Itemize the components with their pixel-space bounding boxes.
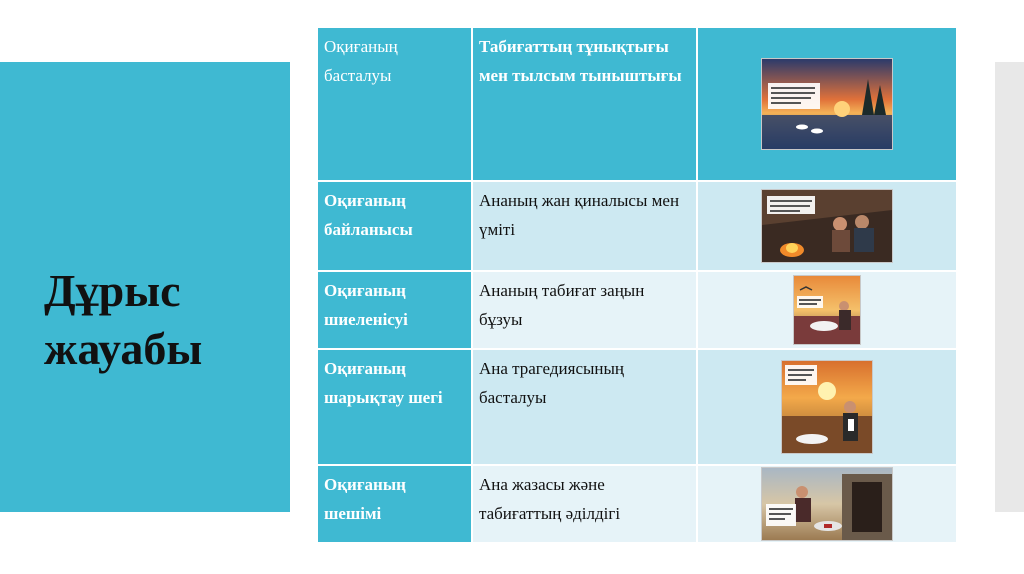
image-cell	[697, 271, 957, 349]
side-strip	[995, 62, 1024, 512]
stage-cell: Оқиғаның басталуы	[317, 27, 472, 181]
description-cell: Ана трагедиясының басталуы	[472, 349, 697, 465]
slide-title: Дұрыс жауабы	[44, 265, 203, 374]
table-row	[317, 465, 957, 543]
table-row	[317, 181, 957, 271]
image-cell	[697, 27, 957, 181]
stage-cell: Оқиғаның шиеленісуі	[317, 271, 472, 349]
stage-cell: Оқиғаның шарықтау шегі	[317, 349, 472, 465]
title-panel	[0, 62, 290, 512]
image-cell	[697, 349, 957, 465]
stage-cell: Оқиғаның шешімі	[317, 465, 472, 543]
image-cell	[697, 181, 957, 271]
table-row	[317, 27, 957, 181]
image-cell	[697, 465, 957, 543]
description-cell: Ананың жан қиналысы мен үміті	[472, 181, 697, 271]
description-cell: Ананың табиғат заңын бұзуы	[472, 271, 697, 349]
yurt-steppe-illustration	[761, 467, 893, 541]
swan-hunt-illustration	[793, 275, 861, 345]
table-row	[317, 349, 957, 465]
plot-structure-table	[316, 26, 958, 544]
sunset-lake-swans-illustration	[761, 58, 893, 150]
stage-cell: Оқиғаның байланысы	[317, 181, 472, 271]
yurt-interior-fire-illustration	[761, 189, 893, 263]
description-cell: Ана жазасы және табиғаттың әділдігі	[472, 465, 697, 543]
sunset-field-tragedy-illustration	[781, 360, 873, 454]
table-row	[317, 271, 957, 349]
description-cell: Табиғаттың тұнықтығы мен тылсым тыныштығы	[472, 27, 697, 181]
